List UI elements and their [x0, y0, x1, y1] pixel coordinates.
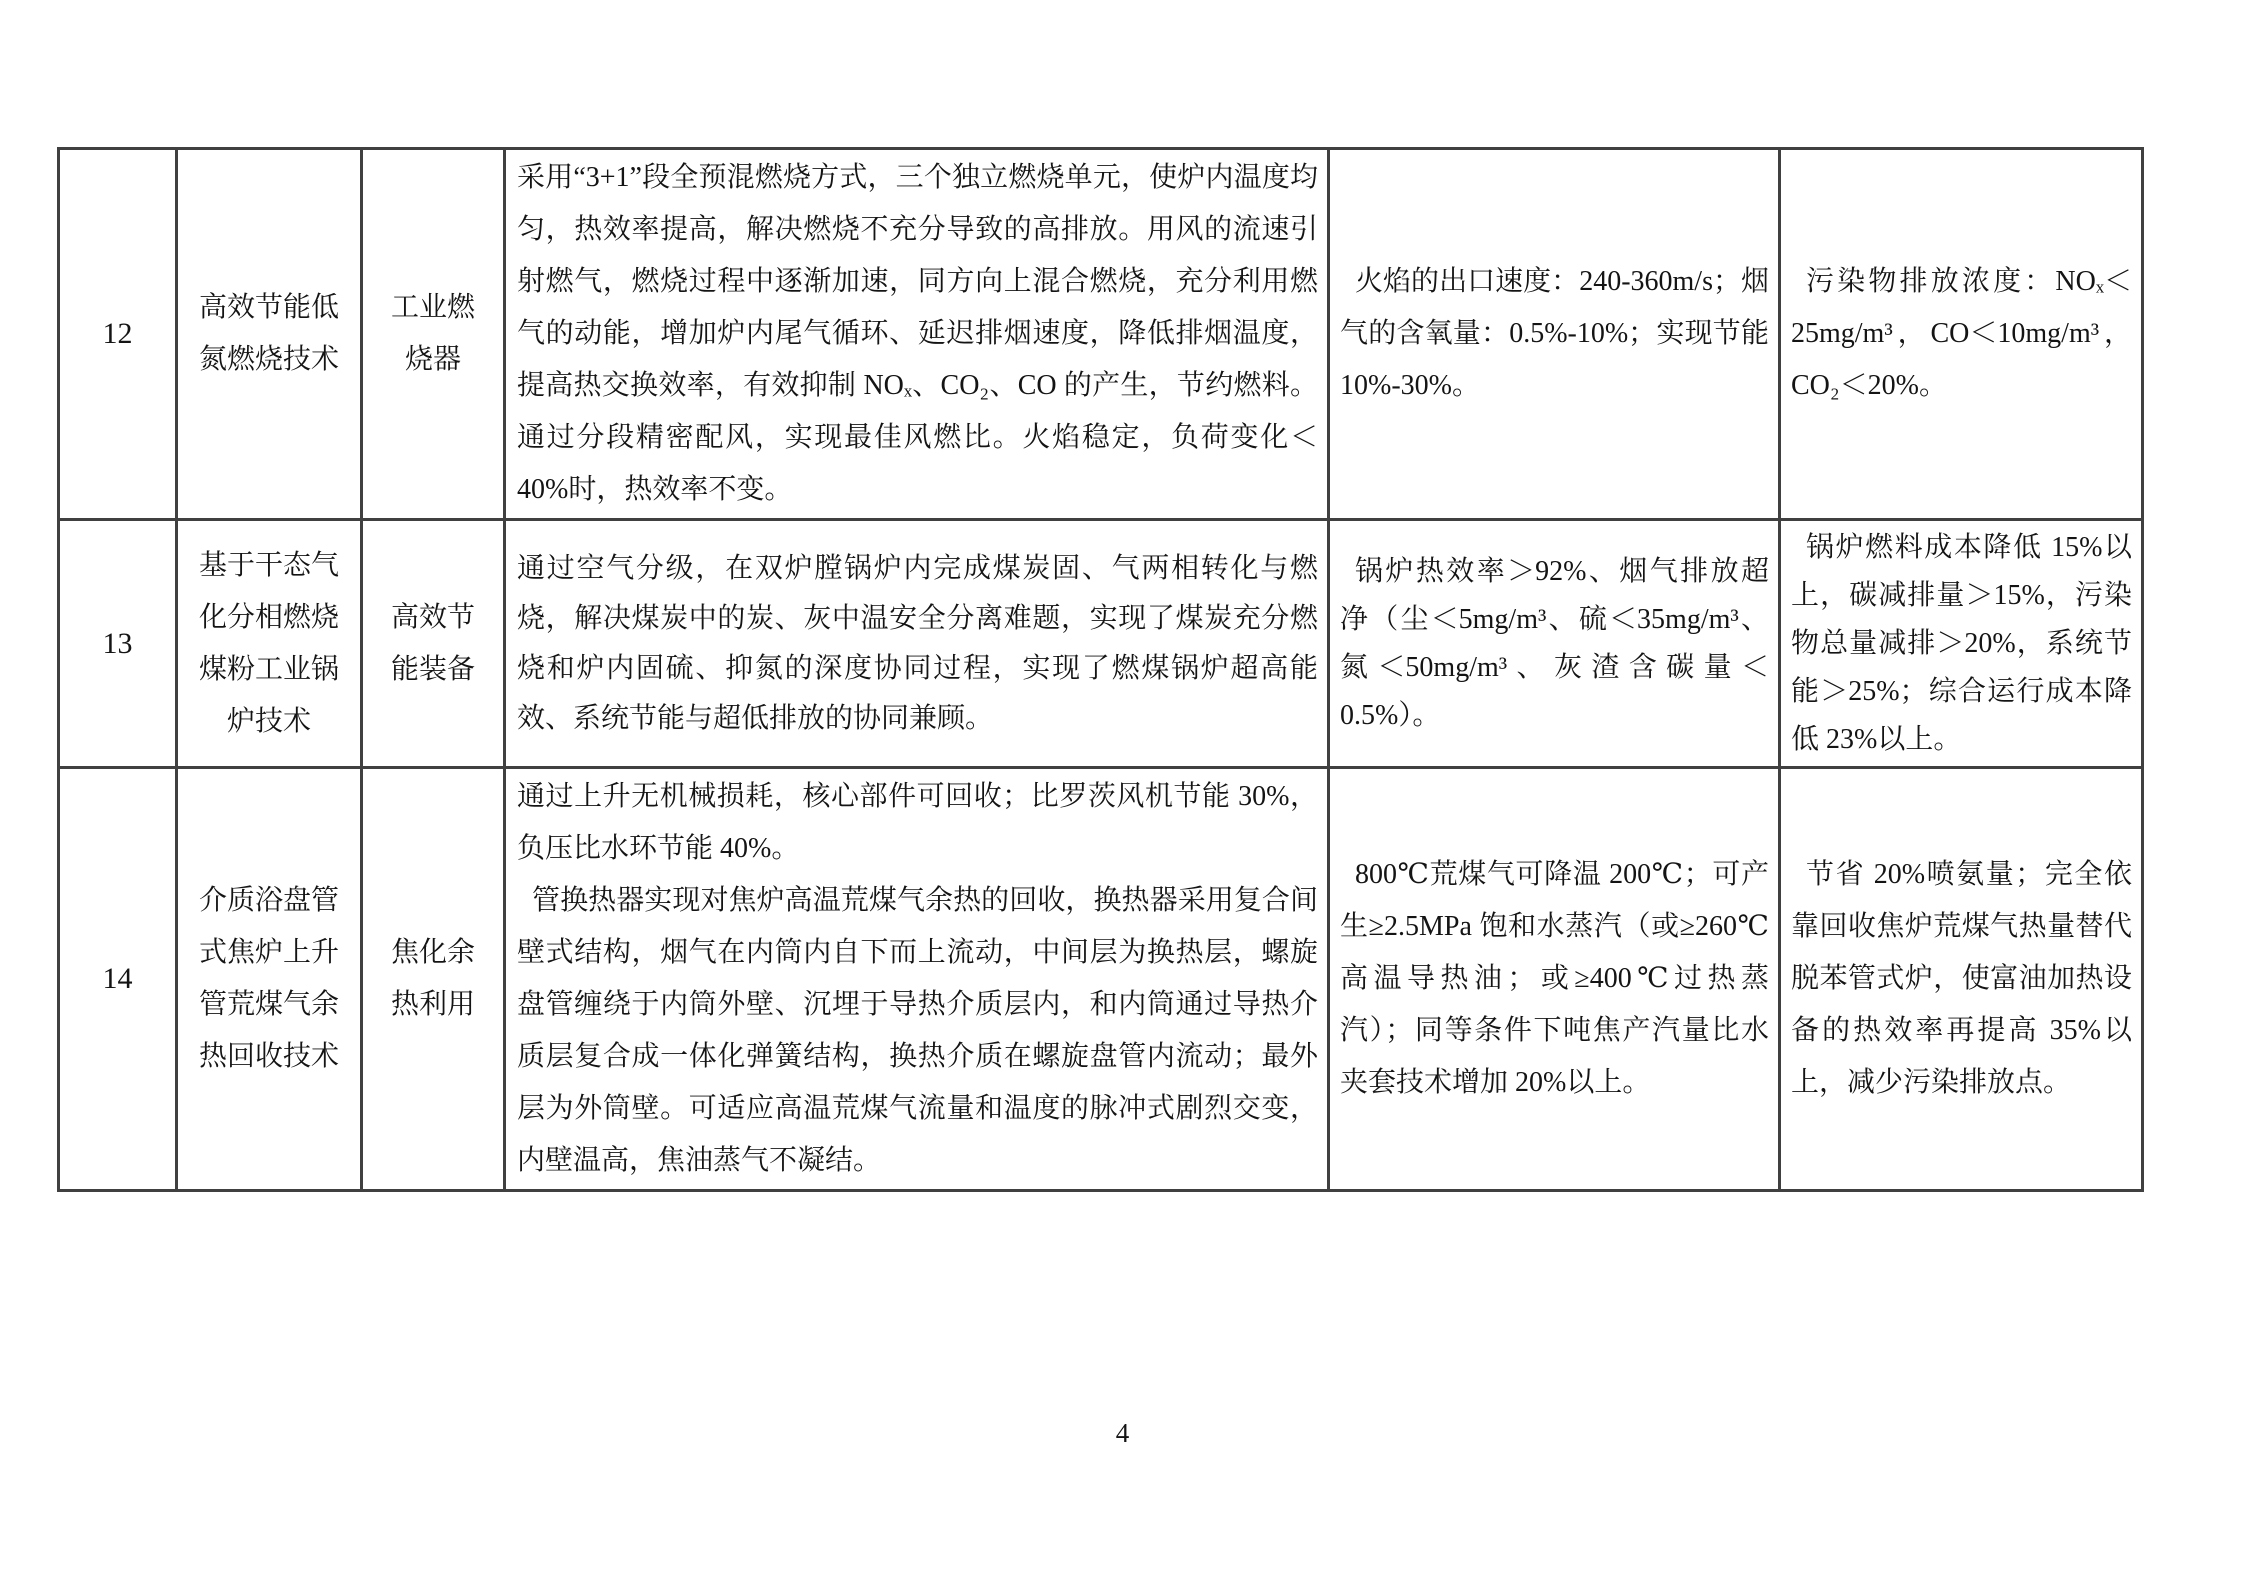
metrics-cell: 锅炉热效率＞92%、烟气排放超净（尘＜5mg/m³、硫＜35mg/m³、氮＜50mg/m³、灰渣含碳量＜0.5%）。	[1329, 520, 1780, 768]
page-number: 4	[1115, 1418, 1130, 1448]
description-cell	[505, 149, 1329, 520]
category-cell: 高效节能装备	[362, 520, 505, 768]
description-cell	[505, 520, 1329, 768]
benefits-cell: 污染物排放浓度：NOₓ＜25mg/m³，CO＜10mg/m³，CO₂＜20%。	[1780, 149, 2143, 520]
table-row	[59, 520, 2143, 768]
row-number-cell: 12	[59, 149, 177, 520]
metrics-cell: 800℃荒煤气可降温 200℃；可产生≥2.5MPa 饱和水蒸汽（或≥260℃高温导热油；或≥400℃过热蒸汽）；同等条件下吨焦产汽量比水夹套技术增加 20%以上。	[1329, 768, 1780, 1191]
category-cell: 工业燃烧器	[362, 149, 505, 520]
description-paragraph: 通过空气分级，在双炉膛锅炉内完成煤炭固、气两相转化与燃烧，解决煤炭中的炭、灰中温安全分离难题，实现了煤炭充分燃烧和炉内固硫、抑氮的深度协同过程，实现了燃煤锅炉超高能效、系统节能与超低排放的协同兼顾。	[517, 552, 1318, 734]
table-row	[59, 149, 2143, 520]
tech-name-cell: 基于干态气化分相燃烧煤粉工业锅炉技术	[177, 520, 362, 768]
category-cell: 焦化余热利用	[362, 768, 505, 1191]
tech-name-cell: 介质浴盘管式焦炉上升管荒煤气余热回收技术	[177, 768, 362, 1191]
description-cell	[505, 768, 1329, 1191]
row-number-cell: 13	[59, 520, 177, 768]
metrics-cell: 火焰的出口速度：240-360m/s；烟气的含氧量：0.5%-10%；实现节能10%-30%。	[1329, 149, 1780, 520]
description-paragraph: 管换热器实现对焦炉高温荒煤气余热的回收，换热器采用复合间壁式结构，烟气在内筒内自下而上流动，中间层为换热层，螺旋盘管缠绕于内筒外壁、沉埋于导热介质层内，和内筒通过导热介质层复合成一体化弹簧结构，换热介质在螺旋盘管内流动；最外层为外筒壁。可适应高温荒煤气流量和温度的脉冲式剧烈交变，内壁温高，焦油蒸气不凝结。	[517, 885, 1318, 1176]
description-paragraph: 通过上升无机械损耗，核心部件可回收；比罗茨风机节能 30%，负压比水环节能 40%。	[517, 781, 1318, 864]
row-number-cell: 14	[59, 768, 177, 1191]
benefits-cell: 锅炉燃料成本降低 15%以上，碳减排量＞15%，污染物总量减排＞20%，系统节能＞25%；综合运行成本降低 23%以上。	[1780, 520, 2143, 768]
benefits-cell: 节省 20%喷氨量；完全依靠回收焦炉荒煤气热量替代脱苯管式炉，使富油加热设备的热效率再提高 35%以上，减少污染排放点。	[1780, 768, 2143, 1191]
table-row	[59, 768, 2143, 1191]
technology-table	[57, 147, 2144, 1192]
tech-name-cell: 高效节能低氮燃烧技术	[177, 149, 362, 520]
description-paragraph: 采用“3+1”段全预混燃烧方式，三个独立燃烧单元，使炉内温度均匀，热效率提高，解决燃烧不充分导致的高排放。用风的流速引射燃气，燃烧过程中逐渐加速，同方向上混合燃烧，充分利用燃气的动能，增加炉内尾气循环、延迟排烟速度，降低排烟温度，提高热交换效率，有效抑制 NOₓ、CO₂、CO 的产生，节约燃料。通过分段精密配风，实现最佳风燃比。火焰稳定，负荷变化＜40%时，热效率不变。	[517, 162, 1318, 505]
